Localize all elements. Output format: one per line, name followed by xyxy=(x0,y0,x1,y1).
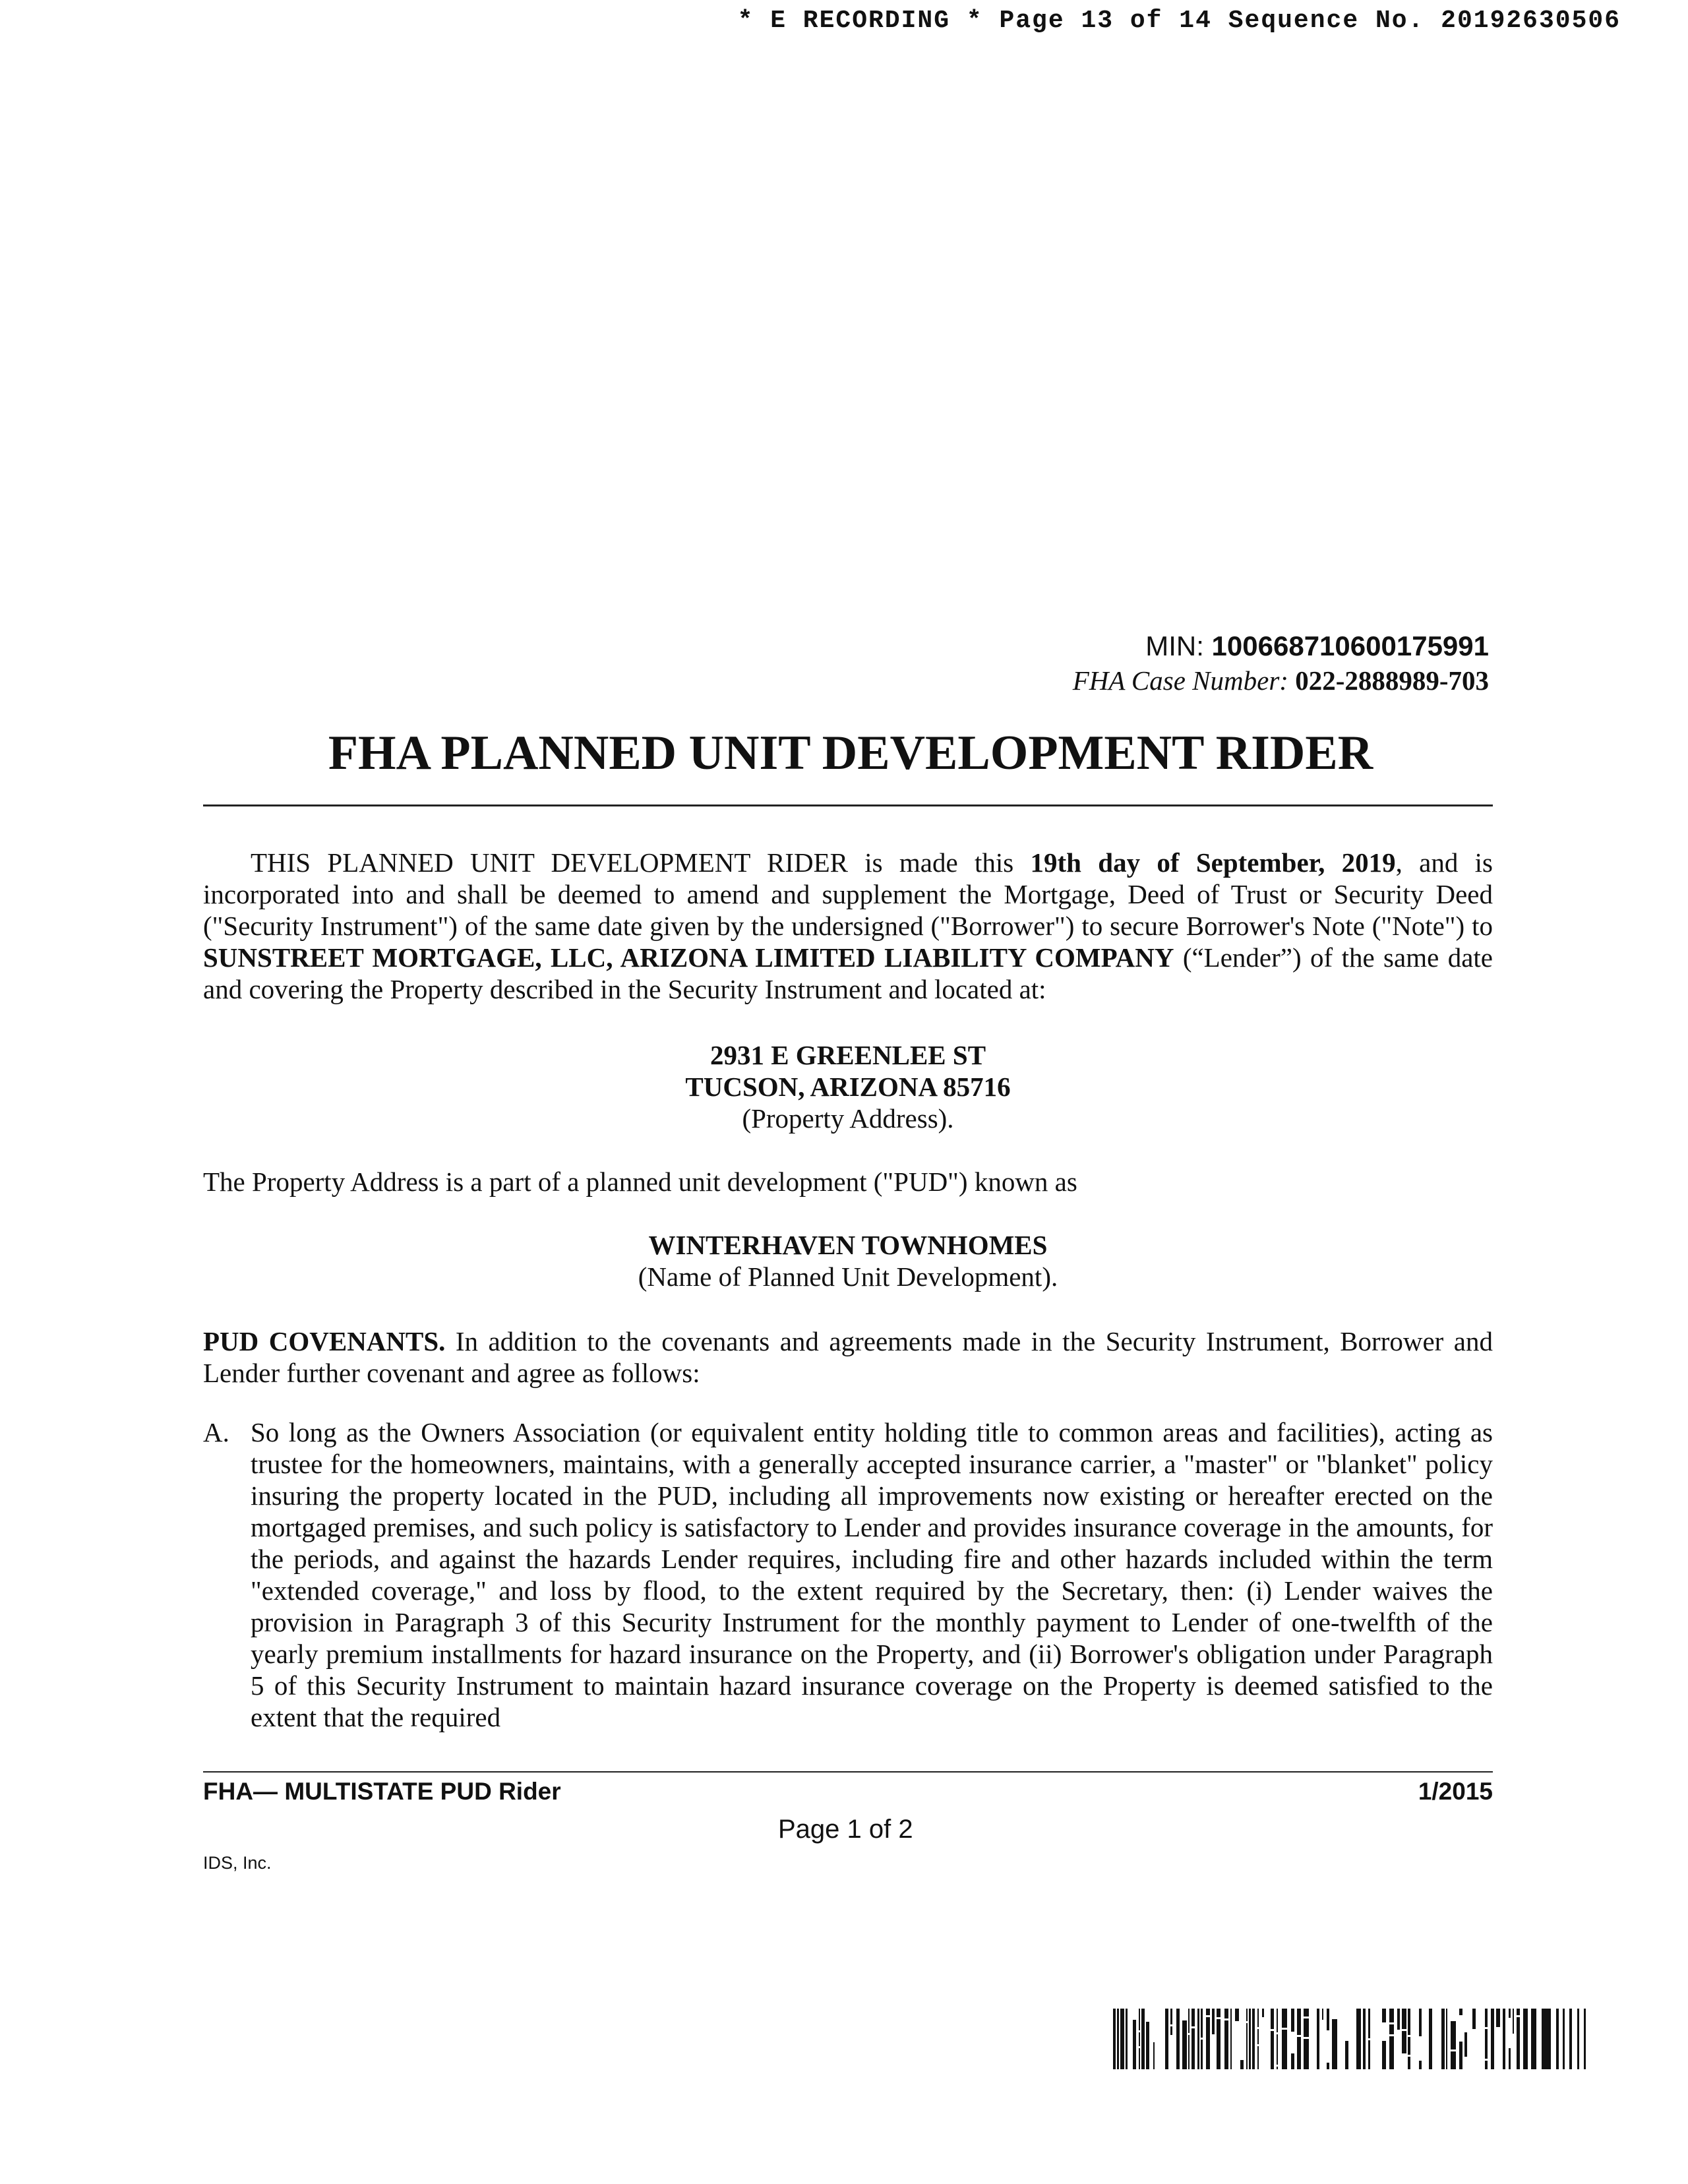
item-a-text: So long as the Owners Association (or equivalent entity holding title to common areas and facilities), acting as trustee for the homeowners, maintains, with a generally accepted insurance carrier, a "master" or "blanket" policy insuring the property located in the PUD, including all improvements now existing or hereafter erected on the mortgaged premises, and such policy is satisfactory to Lender and provides insurance coverage in the amounts, for the periods, and against the hazards Lender requires, including fire and other hazards included within the term "extended coverage," and loss by flood, to the extent required by the Secretary, then: (i) Lender waives the provision in Paragraph 3 of this Security Instrument for the monthly payment to Lender of one-twelfth of the yearly premium installments for hazard insurance on the Property, and (ii) Borrower's obligation under Paragraph 5 of this Security Instrument to maintain hazard insurance coverage on the Property is deemed satisfied to the extent that the required xyxy=(251,1417,1493,1732)
pud-covenants-text: In addition to the covenants and agreements made in the Security Instrument, Borrower and Lender further covenant and agree as follows: xyxy=(203,1326,1493,1388)
fha-case-label: FHA Case Number: xyxy=(1072,665,1296,696)
footer-form-date: 1/2015 xyxy=(1418,1778,1493,1805)
property-street: 2931 E GREENLEE ST xyxy=(709,1040,986,1070)
footer-form-name: FHA— MULTISTATE PUD Rider xyxy=(203,1778,561,1805)
fha-case-line xyxy=(1073,665,1489,696)
intro-text-3: (“Lender”) of the same date and covering the Property described in the Security Instrument and located at: xyxy=(203,942,1493,1004)
item-a-letter: A. xyxy=(203,1417,229,1447)
title-divider xyxy=(203,804,1493,806)
pud-covenants-paragraph xyxy=(203,1325,1493,1389)
property-address-block xyxy=(203,1039,1493,1134)
covenant-item-a xyxy=(203,1416,1493,1733)
page-number: Page 1 of 2 xyxy=(778,1815,913,1844)
pud-name-block xyxy=(203,1229,1493,1292)
property-city-state-zip: TUCSON, ARIZONA 85716 xyxy=(685,1072,1011,1102)
intro-paragraph xyxy=(203,847,1493,1005)
footer-divider xyxy=(203,1771,1493,1773)
rider-date: 19th day of September, 2019 xyxy=(1030,847,1396,878)
barcode-image xyxy=(1113,2009,1588,2069)
footer-vendor: IDS, Inc. xyxy=(203,1853,272,1873)
intro-text-1: THIS PLANNED UNIT DEVELOPMENT RIDER is made this xyxy=(251,847,1031,878)
intro-text-2: , and is incorporated into and shall be deemed to amend and supplement the Mortgage, Deed of Trust or Security Deed ("Security Instrument") of the same date given by the undersigned ("Borrower") to secure Borrower's Note ("Note") to xyxy=(203,847,1493,941)
min-line xyxy=(1145,630,1489,662)
recording-header: * E RECORDING * Page 13 of 14 Sequence No. 20192630506 xyxy=(737,7,1621,35)
document-title: FHA PLANNED UNIT DEVELOPMENT RIDER xyxy=(328,726,1373,780)
fha-case-value: 022-2888989-703 xyxy=(1295,665,1489,696)
min-label: MIN: xyxy=(1145,630,1212,661)
pud-name-caption: (Name of Planned Unit Development). xyxy=(638,1261,1058,1292)
lender-name: SUNSTREET MORTGAGE, LLC, ARIZONA LIMITED LIABILITY COMPANY xyxy=(203,942,1174,973)
min-value: 100668710600175991 xyxy=(1211,630,1489,661)
pud-name: WINTERHAVEN TOWNHOMES xyxy=(648,1230,1048,1260)
pud-intro: The Property Address is a part of a planned unit development ("PUD") known as xyxy=(203,1167,1077,1197)
pud-covenants-heading: PUD COVENANTS. xyxy=(203,1326,446,1356)
property-address-caption: (Property Address). xyxy=(742,1103,954,1134)
